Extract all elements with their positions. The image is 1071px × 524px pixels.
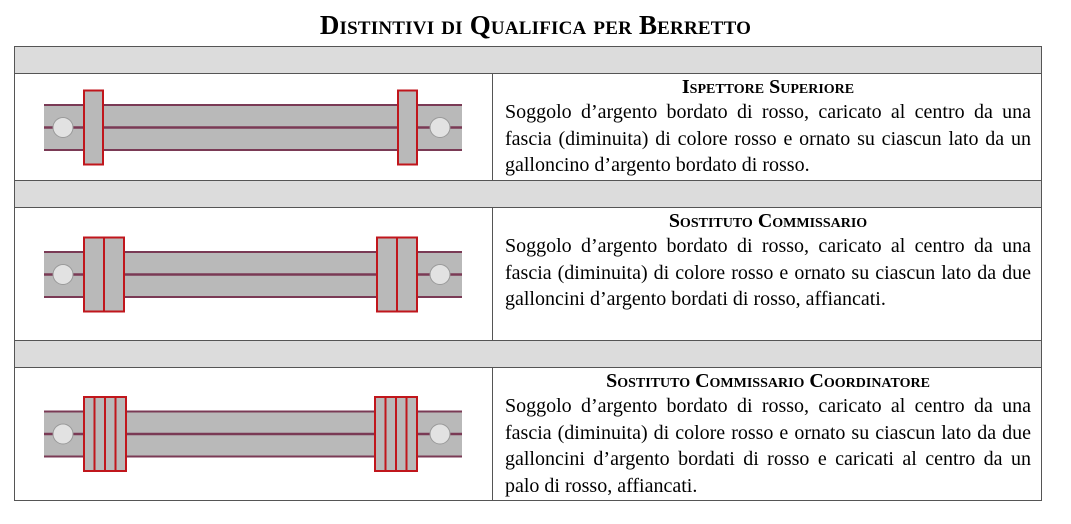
galloon-stripe-left [84, 238, 104, 312]
galloon-stripe-left [105, 397, 116, 471]
table-row [15, 74, 1041, 181]
galloon-stripe-left [104, 238, 124, 312]
image-cell [15, 208, 493, 340]
galloon-stripe-right [407, 397, 418, 471]
galloon-stripe-right [375, 397, 386, 471]
chinstrap-insignia-ispettore-superiore [15, 74, 493, 181]
chinstrap-insignia-sostituto-commissario-coordinatore [15, 368, 493, 500]
rank-description: Soggolo d’argento bordato di rosso, caricato al centro da una fascia (diminuita) di colore rosso e ornato su ciascun lato da due galloncini d’argento bordati di rosso e caricati al centro da un palo di rosso, affiancati. [505, 395, 1031, 497]
strap-button-left [53, 265, 73, 285]
table-row [15, 368, 1041, 500]
strap-button-left [53, 424, 73, 444]
text-cell [494, 208, 1041, 340]
strap-button-right [430, 424, 450, 444]
page-title: Distintivi di Qualifica per Berretto [319, 10, 752, 40]
strap-button-right [430, 118, 450, 138]
strap-button-left [53, 118, 73, 138]
text-cell [494, 368, 1041, 500]
galloon-stripe-right [377, 238, 397, 312]
text-cell [494, 74, 1041, 180]
image-cell [15, 368, 493, 500]
table-row [15, 208, 1041, 341]
galloon-stripe-left [116, 397, 127, 471]
table-separator-band [15, 341, 1041, 368]
rank-name: Sostituto Commissario [668, 210, 868, 232]
rank-description: Soggolo d’argento bordato di rosso, caricato al centro da una fascia (diminuita) di colore rosso e ornato su ciascun lato da un galloncino d’argento bordato di rosso. [505, 101, 1031, 176]
table-separator-band [15, 181, 1041, 208]
rank-description: Soggolo d’argento bordato di rosso, caricato al centro da una fascia (diminuita) di colore rosso e ornato su ciascun lato da due galloncini d’argento bordati di rosso, affiancati. [505, 235, 1031, 310]
image-cell [15, 74, 493, 180]
galloon-stripe-right [386, 397, 397, 471]
chinstrap-insignia-sostituto-commissario [15, 208, 493, 341]
rank-name: Ispettore Superiore [681, 76, 855, 98]
galloon-stripe-right [397, 238, 417, 312]
insignia-table [14, 46, 1042, 501]
rank-name: Sostituto Commissario Coordinatore [606, 370, 930, 392]
galloon-stripe-left [84, 397, 95, 471]
table-separator-band [15, 47, 1041, 74]
galloon-stripe-right [396, 397, 407, 471]
galloon-stripe-right [398, 91, 417, 165]
galloon-stripe-left [95, 397, 106, 471]
strap-button-right [430, 265, 450, 285]
galloon-stripe-left [84, 91, 103, 165]
